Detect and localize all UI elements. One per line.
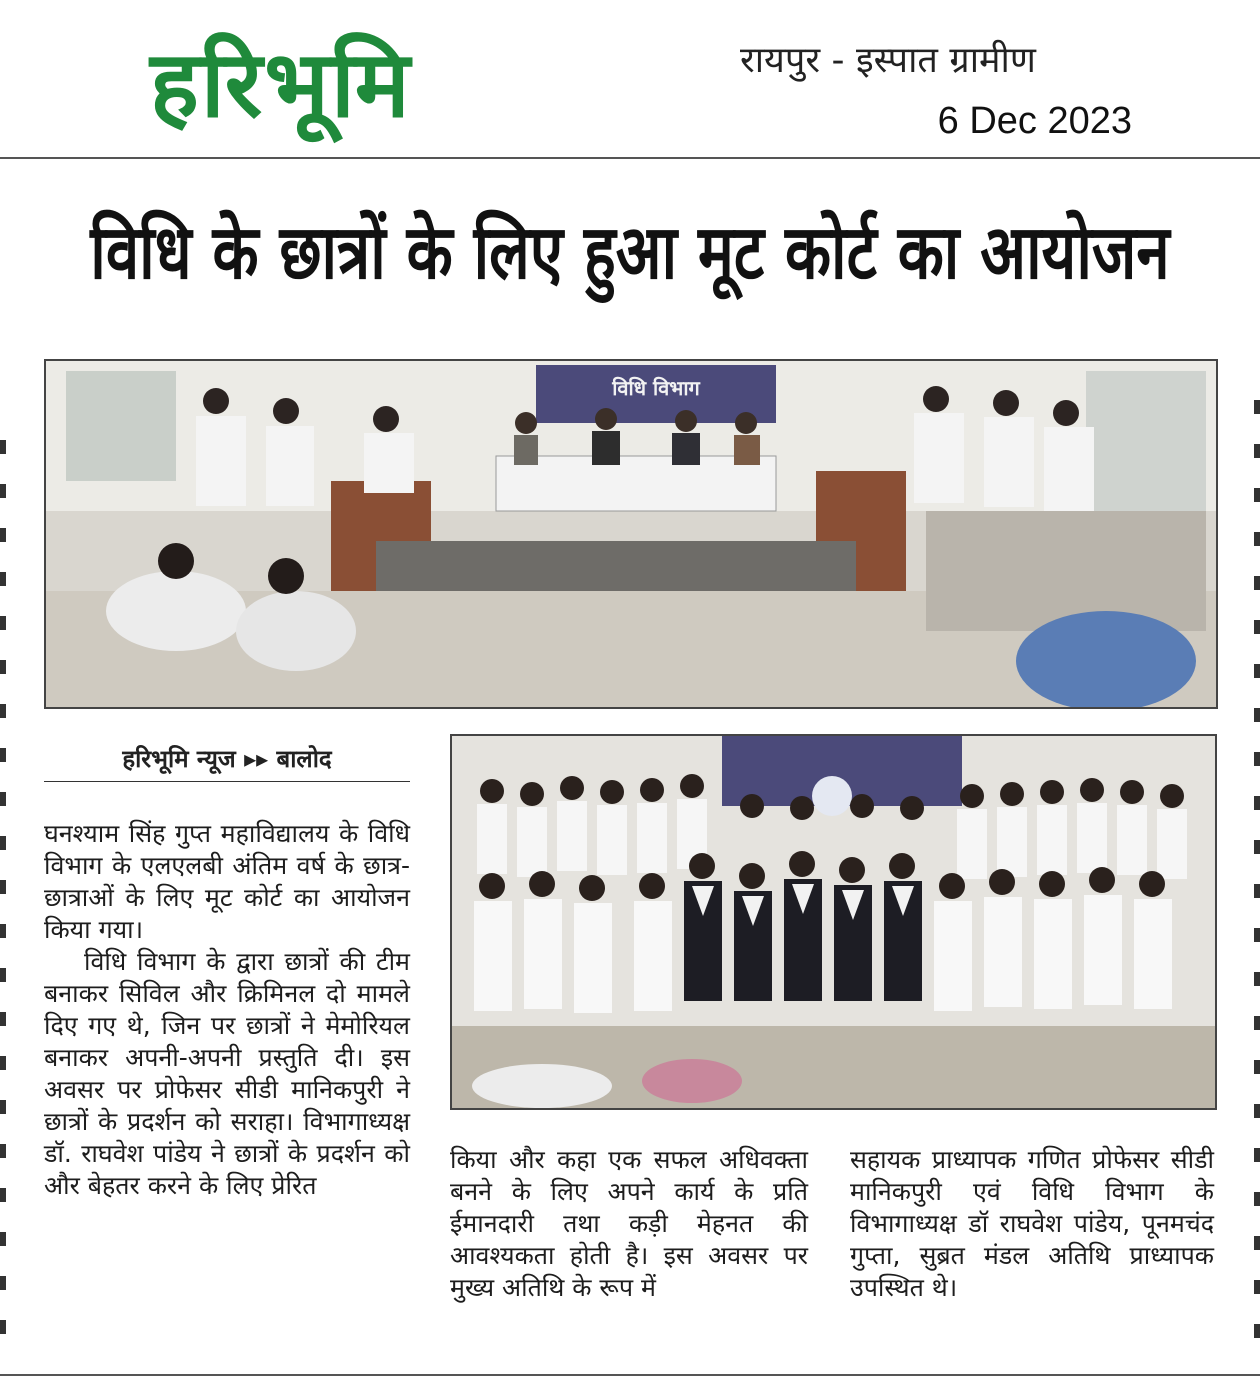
article-paragraph-4: सहायक प्राध्यापक गणित प्रोफेसर सीडी मानिकपुरी एवं विधि विभाग के विभागाध्यक्ष डॉ राघवेश पांडेय, पूनमचंद गुप्ता, सुब्रत मंडल अतिथि प्राध्यापक उपस्थित थे। xyxy=(850,1145,1214,1302)
article-headline: विधि के छात्रों के लिए हुआ मूट कोर्ट का आयोजन xyxy=(90,209,1170,297)
article-paragraph-1: घनश्याम सिंह गुप्त महाविद्यालय के विधि विभाग के एलएलबी अंतिम वर्ष के छात्र-छात्राओं के लिए मूट कोर्ट का आयोजन किया गया। xyxy=(44,819,410,944)
top-divider xyxy=(0,157,1260,159)
group-photo-illustration xyxy=(452,736,1215,1108)
article-byline: हरिभूमि न्यूज ▸▸ बालोद xyxy=(44,742,410,782)
article-column-1 xyxy=(44,818,410,1202)
article-column-2 xyxy=(450,1144,808,1304)
edition-label: रायपुर - इस्पात ग्रामीण xyxy=(740,40,1036,81)
adjacent-column-edge-right xyxy=(1254,400,1260,1360)
article-column-3 xyxy=(850,1144,1214,1304)
article-paragraph-3: किया और कहा एक सफल अधिवक्ता बनने के लिए अपने कार्य के प्रति ईमानदारी तथा कड़ी मेहनत की आवश्यकता होती है। इस अवसर पर मुख्य अतिथि के रूप में xyxy=(450,1145,808,1302)
article-paragraph-2: विधि विभाग के द्वारा छात्रों की टीम बनाकर सिविल और क्रिमिनल दो मामले दिए गए थे, जिन पर छात्रों ने मेमोरियल बनाकर अपनी-अपनी प्रस्तुति दी। इस अवसर पर प्रोफेसर सीडी मानिकपुरी ने छात्रों के प्रदर्शन को सराहा। विभागाध्यक्ष डॉ. राघवेश पांडेय ने छात्रों के प्रदर्शन को और बेहतर करने के लिए प्रेरित xyxy=(44,947,410,1200)
bottom-divider xyxy=(0,1374,1260,1376)
moot-court-photo-illustration xyxy=(46,361,1216,707)
group-photo xyxy=(450,734,1217,1110)
moot-court-photo xyxy=(44,359,1218,709)
publication-date: 6 Dec 2023 xyxy=(937,100,1132,142)
newspaper-masthead-logo: हरिभूमि xyxy=(150,31,412,138)
photo-banner-text: विधि विभाग xyxy=(612,376,700,400)
adjacent-column-edge-left xyxy=(0,440,6,1360)
